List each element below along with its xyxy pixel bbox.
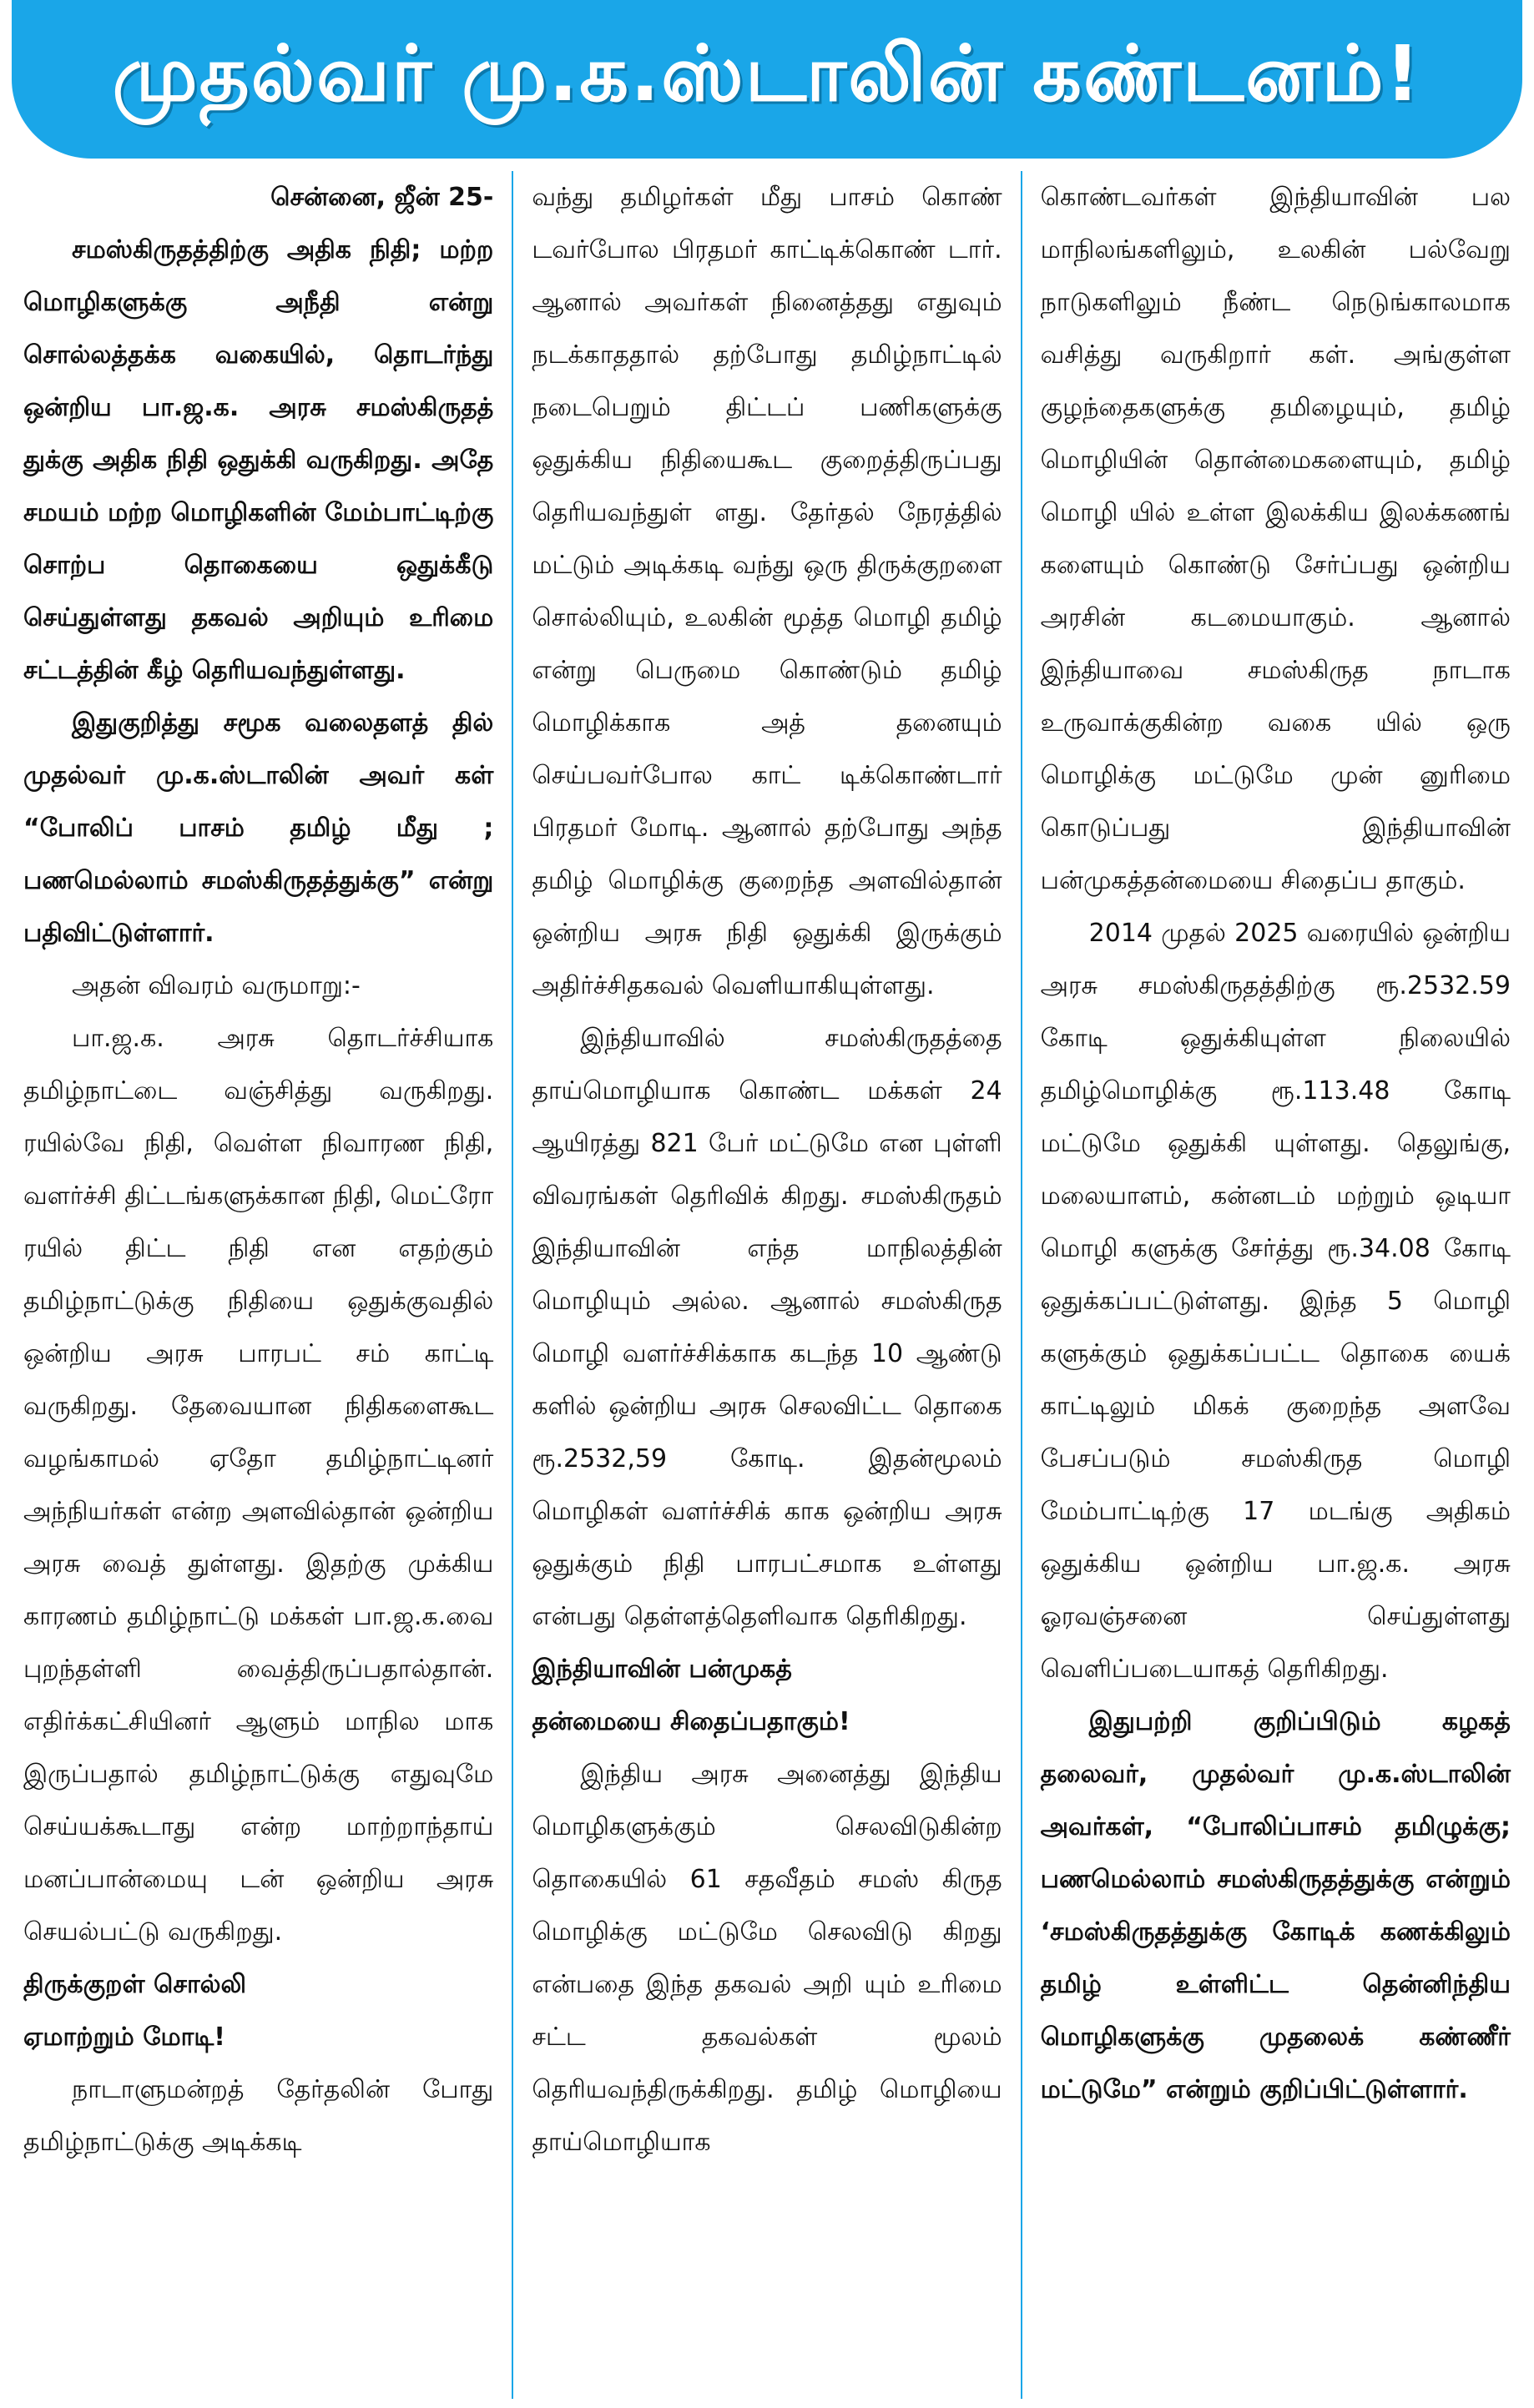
subheading-line: தன்மையை சிதைப்பதாகும்! [532,1707,850,1736]
paragraph: பா.ஜ.க. அரசு தொடர்ச்சியாக தமிழ்நாட்டை வஞ்சித்து வருகிறது. ரயில்வே நிதி, வெள்ள நிவாரண நிதி, வளர்ச்சி திட்டங்களுக்கான நிதி, மெட்ரோ ரயில் திட்ட நிதி என எதற்கும் தமிழ்நாட்டுக்கு நிதியை ஒதுக்குவதில் ஒன்றிய அரசு பாரபட் சம் காட்டி வருகிறது. தேவையான நிதிகளைகூட வழங்காமல் ஏதோ தமிழ்நாட்டினர் அந்நியர்கள் என்ற அளவில்தான் ஒன்றிய அரசு வைத் துள்ளது. இதற்கு முக்கிய காரணம் தமிழ்நாட்டு மக்கள் பா.ஜ.க.வை புறந்தள்ளி வைத்திருப்பதால்தான். எதிர்க்கட்சியினர் ஆளும் மாநில மாக இருப்பதால் தமிழ்நாட்டுக்கு எதுவுமே செய்யக்கூடாது என்ற மாற்றாந்தாய் மனப்பான்மையு டன் ஒன்றிய அரசு செயல்பட்டு வருகிறது. [23,1024,494,1947]
paragraph: கொண்டவர்கள் இந்தியாவின் பல மாநிலங்களிலும், உலகின் பல்வேறு நாடுகளிலும் நீண்ட நெடுங்காலமாக வசித்து வருகிறார் கள். அங்குள்ள குழந்தைகளுக்கு தமிழையும், தமிழ் மொழியின் தொன்மைகளையும், தமிழ் மொழி யில் உள்ள இலக்கிய இலக்கணங் களையும் கொண்டு சேர்ப்பது ஒன்றிய அரசின் கடமையாகும். ஆனால் இந்தியாவை சமஸ்கிருத நாடாக உருவாக்குகின்ற வகை யில் ஒரு மொழிக்கு மட்டுமே முன் னுரிமை கொடுப்பது இந்தியாவின் பன்முகத்தன்மையை சிதைப்ப தாகும். [1040,183,1511,895]
paragraph: நாடாளுமன்றத் தேர்தலின் போது தமிழ்நாட்டுக்கு அடிக்கடி [23,2075,494,2157]
paragraph: இதுகுறித்து சமூக வலைதளத் தில் முதல்வர் மு.க.ஸ்டாலின் அவர் கள் “போலிப் பாசம் தமிழ் மீது ; பணமெல்லாம் சமஸ்கிருதத்துக்கு” என்று பதிவிட்டுள்ளார். [23,708,494,948]
headline-banner [12,0,1522,159]
paragraph: 2014 முதல் 2025 வரையில் ஒன்றிய அரசு சமஸ்கிருதத்திற்கு ரூ.2532.59 கோடி ஒதுக்கியுள்ள நிலையில் தமிழ்மொழிக்கு ரூ.113.48 கோடி மட்டுமே ஒதுக்கி யுள்ளது. தெலுங்கு, மலையாளம், கன்னடம் மற்றும் ஒடியா மொழி களுக்கு சேர்த்து ரூ.34.08 கோடி ஒதுக்கப்பட்டுள்ளது. இந்த 5 மொழி களுக்கும் ஒதுக்கப்பட்ட தொகை யைக் காட்டிலும் மிகக் குறைந்த அளவே பேசப்படும் சமஸ்கிருத மொழி மேம்பாட்டிற்கு 17 மடங்கு அதிகம் ஒதுக்கிய ஒன்றிய பா.ஜ.க. அரசு ஓரவஞ்சனை செய்துள்ளது வெளிப்படையாகத் தெரிகிறது. [1040,919,1511,1684]
subheading-line: திருக்குறள் சொல்லி [23,1970,247,1999]
closing-paragraph: இதுபற்றி குறிப்பிடும் கழகத் தலைவர், முதல்வர் மு.க.ஸ்டாலின் அவர்கள், “போலிப்பாசம் தமிழுக்கு; பணமெல்லாம் சமஸ்கிருதத்துக்கு என்றும் ‘சமஸ்கிருதத்துக்கு கோடிக் கணக்கிலும் தமிழ் உள்ளிட்ட தென்னிந்திய மொழிகளுக்கு முதலைக் கண்ணீர் மட்டுமே” என்றும் குறிப்பிட்டுள்ளார். [1040,1707,1511,2104]
headline-title: முதல்வர் மு.க.ஸ்டாலின் கண்டனம்! [112,29,1422,118]
column-2 [513,171,1022,2399]
subheading-line: இந்தியாவின் பன்முகத் [532,1655,792,1684]
paragraph: வந்து தமிழர்கள் மீது பாசம் கொண் டவர்போல பிரதமர் காட்டிக்கொண் டார். ஆனால் அவர்கள் நினைத்தது எதுவும் நடக்காததால் தற்போது தமிழ்நாட்டில் நடைபெறும் திட்டப் பணிகளுக்கு ஒதுக்கிய நிதியைகூட குறைத்திருப்பது தெரியவந்துள் ளது. தேர்தல் நேரத்தில் மட்டும் அடிக்கடி வந்து ஒரு திருக்குறளை சொல்லியும், உலகின் மூத்த மொழி தமிழ் என்று பெருமை கொண்டும் தமிழ் மொழிக்காக அத் தனையும் செய்பவர்போல காட் டிக்கொண்டார் பிரதமர் மோடி. ஆனால் தற்போது அந்த தமிழ் மொழிக்கு குறைந்த அளவில்தான் ஒன்றிய அரசு நிதி ஒதுக்கி இருக்கும் அதிர்ச்சிதகவல் வெளியாகியுள்ளது. [532,183,1002,1000]
subheading-line: ஏமாற்றும் மோடி! [23,2023,225,2052]
column-1 [5,171,513,2399]
lead-paragraph: சமஸ்கிருதத்திற்கு அதிக நிதி; மற்ற மொழிகளுக்கு அநீதி என்று சொல்லத்தக்க வகையில், தொடர்ந்து ஒன்றிய பா.ஜ.க. அரசு சமஸ்கிருதத் துக்கு அதிக நிதி ஒதுக்கி வருகிறது. அதே சமயம் மற்ற மொழிகளின் மேம்பாட்டிற்கு சொற்ப தொகையை ஒதுக்கீடு செய்துள்ளது தகவல் அறியும் உரிமை சட்டத்தின் கீழ் தெரியவந்துள்ளது. [23,235,494,685]
paragraph: இந்தியாவில் சமஸ்கிருதத்தை தாய்மொழியாக கொண்ட மக்கள் 24 ஆயிரத்து 821 பேர் மட்டுமே என புள்ளி விவரங்கள் தெரிவிக் கிறது. சமஸ்கிருதம் இந்தியாவின் எந்த மாநிலத்தின் மொழியும் அல்ல. ஆனால் சமஸ்கிருத மொழி வளர்ச்சிக்காக கடந்த 10 ஆண்டு களில் ஒன்றிய அரசு செலவிட்ட தொகை ரூ.2532,59 கோடி. இதன்மூலம் மொழிகள் வளர்ச்சிக் காக ஒன்றிய அரசு ஒதுக்கும் நிதி பாரபட்சமாக உள்ளது என்பது தெள்ளத்தெளிவாக தெரிகிறது. [532,1024,1002,1631]
paragraph: இந்திய அரசு அனைத்து இந்திய மொழிகளுக்கும் செலவிடுகின்ற தொகையில் 61 சதவீதம் சமஸ் கிருத மொழிக்கு மட்டுமே செலவிடு கிறது என்பதை இந்த தகவல் அறி யும் உரிமை சட்ட தகவல்கள் மூலம் தெரியவந்திருக்கிறது. தமிழ் மொழியை தாய்மொழியாக [532,1760,1002,2157]
dateline: சென்னை, ஜீன் 25- [270,183,494,212]
article-columns [5,171,1529,2399]
column-3 [1022,171,1529,2399]
paragraph: அதன் விவரம் வருமாறு:- [72,971,361,1000]
